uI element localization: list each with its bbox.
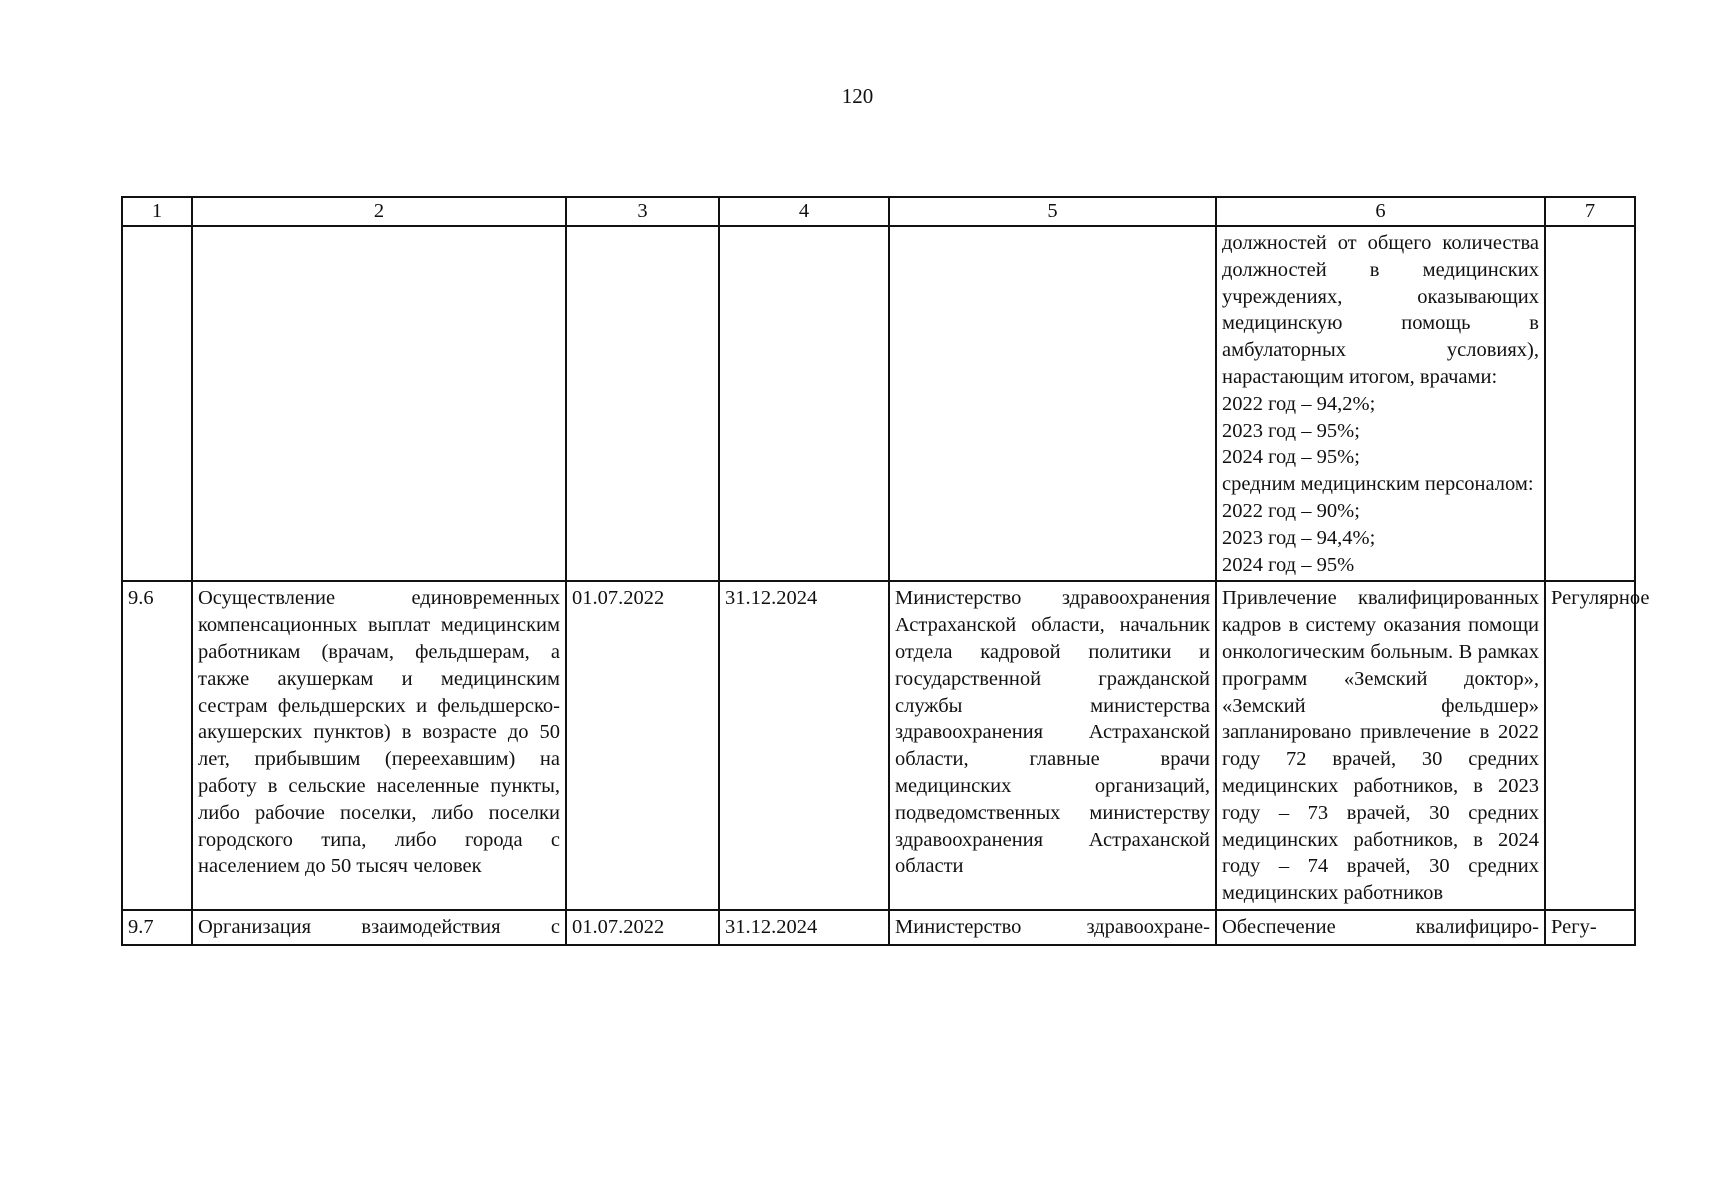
table-header-row [122,197,1635,226]
end-date-cell [719,226,889,581]
responsible-cell: Министерство здравоохране- [889,910,1216,945]
column-header: 1 [122,197,192,226]
result-value-line: 2024 год – 95% [1222,553,1355,576]
end-date-cell: 31.12.2024 [719,910,889,945]
activity-cell: Организация взаимодействия с [192,910,566,945]
row-number: 9.6 [122,581,192,910]
activity-cell [192,226,566,581]
table-row [122,910,1635,945]
end-date-cell: 31.12.2024 [719,581,889,910]
column-header: 4 [719,197,889,226]
result-value-line: 2022 год – 90%; [1222,499,1360,522]
start-date-cell: 01.07.2022 [566,581,719,910]
row-number: 9.7 [122,910,192,945]
result-value-line: 2023 год – 95%; [1222,419,1360,442]
column-header: 6 [1216,197,1545,226]
column-header: 2 [192,197,566,226]
activity-cell: Осуществление единовременных компенсационных выплат медицинским работникам (врачам, фельдшерам, а также акушеркам и медицинским сестрам фельдшерских и фельдшерско-акушерских пунктов) в возрасте до 50 лет, прибывшим (переехавшим) на работу в сельские населенные пункты, либо рабочие поселки, либо поселки городского типа, либо города с населением до 50 тысяч человек [192,581,566,910]
type-cell: Регулярное [1545,581,1635,910]
table-row [122,226,1635,581]
start-date-cell: 01.07.2022 [566,910,719,945]
responsible-cell: Министерство здравоохранения Астраханской области, начальник отдела кадровой политики и государственной гражданской службы министерства здравоохранения Астраханской области, главные врачи медицинских организаций, подведомственных министерству здравоохранения Астраханской области [889,581,1216,910]
page-number: 120 [841,84,874,108]
result-value-line: 2023 год – 94,4%; [1222,526,1376,549]
result-cell: Привлечение квалифицированных кадров в систему оказания помощи онкологическим больным. В рамках программ «Земский доктор», «Земский фельдшер» запланировано привлечение в 2022 году 72 врачей, 30 средних медицинских работников, в 2023 году – 73 врачей, 30 средних медицинских работников, в 2024 году – 74 врачей, 30 средних медицинских работников [1216,581,1545,910]
table-row [122,581,1635,910]
result-value-line: 2024 год – 95%; [1222,446,1360,469]
type-cell: Регу- [1545,910,1635,945]
result-cell [1216,226,1545,581]
column-header: 3 [566,197,719,226]
start-date-cell [566,226,719,581]
measures-table [121,196,1650,946]
result-cell: Обеспечение квалифициро- [1216,910,1545,945]
column-header: 7 [1545,197,1635,226]
result-text: должностей от общего количества должностей в медицинских учреждениях, оказывающих медицинскую помощь в амбулаторных условиях), нарастающим итогом, врачами: [1222,232,1539,388]
column-header: 5 [889,197,1216,226]
result-text: средним медицинским персоналом: [1222,473,1534,496]
result-value-line: 2022 год – 94,2%; [1222,392,1376,415]
type-cell [1545,226,1635,581]
row-number [122,226,192,581]
responsible-cell [889,226,1216,581]
